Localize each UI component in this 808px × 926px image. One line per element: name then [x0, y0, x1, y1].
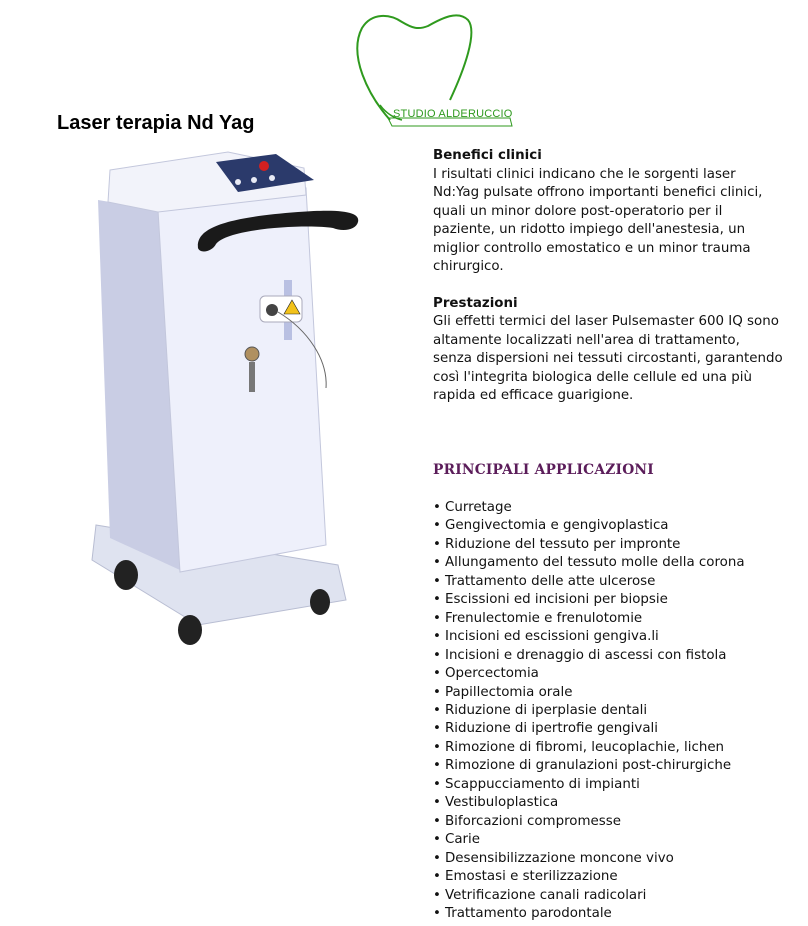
list-item-text: Carie — [445, 832, 481, 848]
bullet-icon: • — [433, 739, 441, 755]
list-item-text: Frenulectomie e frenulotomie — [445, 610, 643, 626]
list-item-text: Escissioni ed incisioni per biopsie — [445, 592, 668, 608]
applications-list — [433, 499, 745, 923]
list-item — [433, 647, 745, 665]
bullet-icon: • — [433, 869, 441, 885]
list-item — [433, 536, 745, 554]
list-item-text: Rimozione di granulazioni post-chirurgiche — [445, 758, 732, 774]
list-item-text: Allungamento del tessuto molle della corona — [445, 555, 745, 571]
bullet-icon: • — [433, 702, 441, 718]
list-item-text: Papillectomia orale — [445, 684, 573, 700]
bullet-icon: • — [433, 666, 441, 682]
list-item-text: Biforcazioni compromesse — [445, 813, 621, 829]
bullet-icon: • — [433, 518, 441, 534]
list-item-text: Trattamento delle atte ulcerose — [445, 573, 656, 589]
power-button-icon — [259, 161, 269, 171]
content-column — [433, 147, 783, 406]
list-item-text: Emostasi e sterilizzazione — [445, 869, 618, 885]
bullet-icon: • — [433, 850, 441, 866]
list-item-text: Riduzione del tessuto per impronte — [445, 536, 681, 552]
bullet-icon: • — [433, 721, 441, 737]
list-item-text: Opercectomia — [445, 666, 539, 682]
bullet-icon: • — [433, 610, 441, 626]
list-item — [433, 554, 745, 572]
list-item — [433, 628, 745, 646]
bullet-icon: • — [433, 573, 441, 589]
list-item-text: Rimozione di fibromi, leucoplachie, lichen — [445, 739, 725, 755]
list-item-text: Desensibilizzazione moncone vivo — [445, 850, 674, 866]
performance-text: Gli effetti termici del laser Pulsemaster 600 IQ sono altamente localizzati nell'area di trattamento, senza dispersioni nei tessuti circostanti, garantendo così l'integrita biologica delle cellule ed una più rapida ed efficace guarigione. — [433, 314, 783, 403]
list-item — [433, 887, 745, 905]
bullet-icon: • — [433, 758, 441, 774]
bullet-icon: • — [433, 500, 441, 515]
applications-heading: PRINCIPALI APPLICAZIONI — [433, 462, 654, 478]
bullet-icon: • — [433, 536, 441, 552]
benefits-heading: Benefici clinici — [433, 148, 542, 163]
list-item — [433, 720, 745, 738]
bullet-icon: • — [433, 592, 441, 608]
wheel-icon — [114, 560, 138, 590]
list-item — [433, 794, 745, 812]
list-item — [433, 739, 745, 757]
list-item — [433, 905, 745, 923]
list-item — [433, 684, 745, 702]
fiber-port-icon — [266, 304, 278, 316]
bullet-icon: • — [433, 555, 441, 571]
list-item-text: Curretage — [445, 500, 512, 515]
list-item-text: Riduzione di ipertrofie gengivali — [445, 721, 658, 737]
bullet-icon: • — [433, 776, 441, 792]
list-item — [433, 610, 745, 628]
list-item — [433, 850, 745, 868]
key-icon — [245, 347, 259, 361]
list-item — [433, 665, 745, 683]
page-title: Laser terapia Nd Yag — [57, 112, 255, 134]
list-item-text: Gengivectomia e gengivoplastica — [445, 518, 669, 534]
list-item-text: Incisioni ed escissioni gengiva.li — [445, 629, 659, 645]
list-item — [433, 868, 745, 886]
list-item — [433, 591, 745, 609]
list-item — [433, 813, 745, 831]
list-item — [433, 776, 745, 794]
bullet-icon: • — [433, 905, 441, 921]
bullet-icon: • — [433, 832, 441, 848]
laser-device-illustration — [88, 140, 388, 660]
list-item-text: Riduzione di iperplasie dentali — [445, 702, 648, 718]
list-item-text: Incisioni e drenaggio di ascessi con fistola — [445, 647, 727, 663]
list-item — [433, 702, 745, 720]
wheel-icon — [178, 615, 202, 645]
list-item — [433, 499, 745, 517]
list-item — [433, 573, 745, 591]
list-item-text: Scappucciamento di impianti — [445, 776, 640, 792]
bullet-icon: • — [433, 813, 441, 829]
performance-heading: Prestazioni — [433, 295, 518, 311]
wheel-icon — [310, 589, 330, 615]
bullet-icon: • — [433, 684, 441, 700]
list-item — [433, 831, 745, 849]
list-item-text: Vetrificazione canali radicolari — [445, 887, 647, 903]
bullet-icon: • — [433, 887, 441, 903]
list-item-text: Trattamento parodontale — [445, 905, 612, 921]
list-item — [433, 517, 745, 535]
list-item-text: Vestibuloplastica — [445, 795, 559, 811]
benefits-text: I risultati clinici indicano che le sorgenti laser Nd:Yag pulsate offrono importanti benefici clinici, quali un minor dolore post-operatorio per il paziente, un ridotto impiego dell'anestesia, un miglior controllo emostatico e un minor trauma chirurgico. — [433, 166, 763, 274]
list-item — [433, 757, 745, 775]
bullet-icon: • — [433, 647, 441, 663]
logo-text: STUDIO ALDERUCCIO — [393, 108, 513, 120]
bullet-icon: • — [433, 629, 441, 645]
bullet-icon: • — [433, 795, 441, 811]
